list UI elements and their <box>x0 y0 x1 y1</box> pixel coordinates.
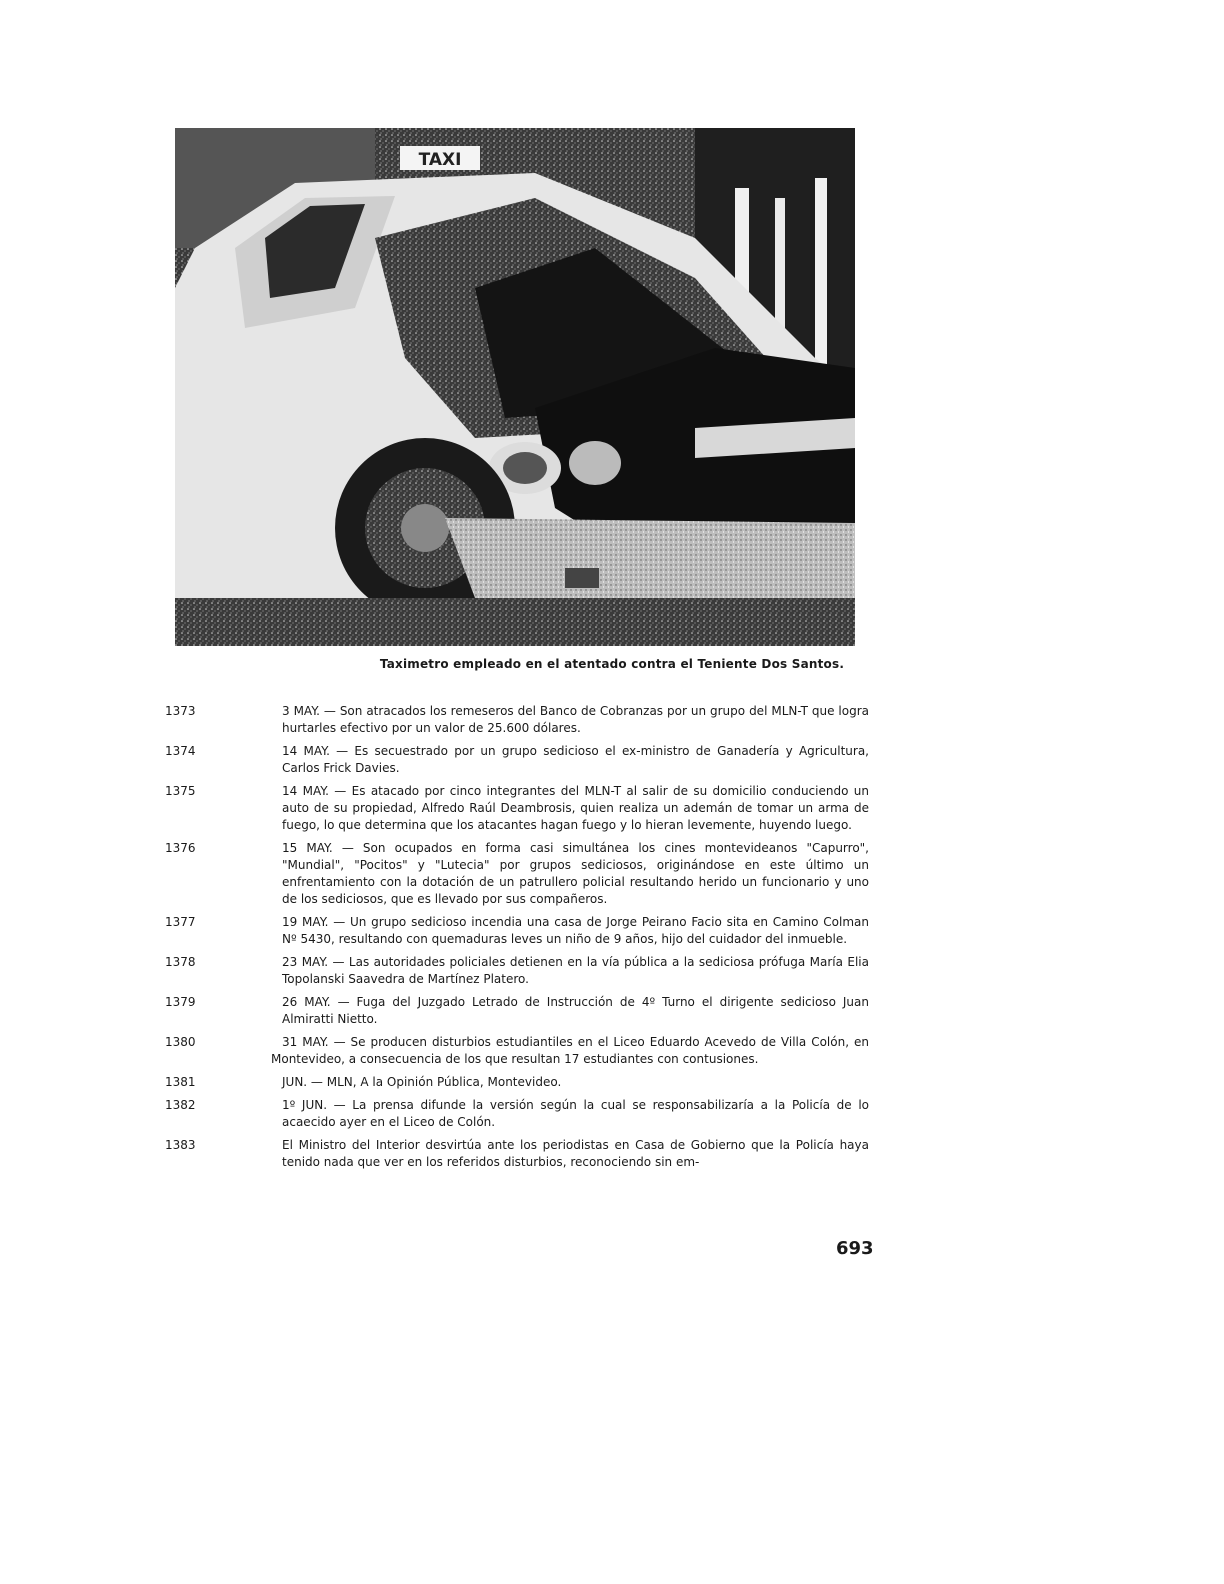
entry-1382 <box>0 1097 1224 1131</box>
page-number: 693 <box>836 1238 874 1259</box>
entry-1379 <box>0 994 1224 1028</box>
entry-text: El Ministro del Interior desvirtúa ante los periodistas en Casa de Gobierno que la Policía haya tenido nada que ver en los referidos disturbios, reconociendo sin em- <box>282 1138 869 1169</box>
entry-number: 1382 <box>165 1098 196 1112</box>
entry-text: 23 MAY. — Las autoridades policiales detienen en la vía pública a la sediciosa prófuga María Elia Topolanski Saavedra de Martínez Platero. <box>282 955 869 986</box>
entry-1377 <box>0 914 1224 948</box>
entry-number: 1376 <box>165 841 196 855</box>
entry-number: 1373 <box>165 704 196 718</box>
entry-number: 1381 <box>165 1075 196 1089</box>
entry-text: 31 MAY. — Se producen disturbios estudiantiles en el Liceo Eduardo Acevedo de Villa Colón, en Montevideo, a consecuencia de los que resultan 17 estudiantes con contusiones. <box>271 1035 869 1066</box>
entry-text: 26 MAY. — Fuga del Juzgado Letrado de Instrucción de 4º Turno el dirigente sedicioso Juan Almiratti Nietto. <box>282 995 869 1026</box>
wrecked-taxi-illustration <box>175 128 855 646</box>
entry-text: 1º JUN. — La prensa difunde la versión según la cual se responsabilizaría a la Policía de lo acaecido ayer en el Liceo de Colón. <box>282 1098 869 1129</box>
entry-text: 14 MAY. — Es atacado por cinco integrantes del MLN-T al salir de su domicilio conduciendo un auto de su propiedad, Alfredo Raúl Deambrosis, quien realiza un ademán de tomar un arma de fuego, lo que determina que los atacantes hagan fuego y lo hieran levemente, huyendo luego. <box>282 784 869 832</box>
entry-1373 <box>0 703 1224 737</box>
entry-number: 1374 <box>165 744 196 758</box>
entry-1374 <box>0 743 1224 777</box>
chronology-list <box>0 703 1224 1177</box>
entry-number: 1378 <box>165 955 196 969</box>
taxi-photo <box>175 128 855 646</box>
entry-number: 1380 <box>165 1035 196 1049</box>
entry-text: JUN. — MLN, A la Opinión Pública, Montevideo. <box>282 1075 562 1089</box>
photo-caption: Taximetro empleado en el atentado contra el Teniente Dos Santos. <box>379 657 845 671</box>
taxi-sign-text: TAXI <box>418 150 462 170</box>
entry-1378 <box>0 954 1224 988</box>
entry-text: 3 MAY. — Son atracados los remeseros del Banco de Cobranzas por un grupo del MLN-T que logra hurtarles efectivo por un valor de 25.600 dólares. <box>282 704 869 735</box>
entry-1380 <box>0 1034 1224 1068</box>
entry-number: 1379 <box>165 995 196 1009</box>
entry-text: 15 MAY. — Son ocupados en forma casi simultánea los cines montevideanos "Capurro", "Mundial", "Pocitos" y "Lutecia" por grupos sediciosos, originándose en este último un enfrentamiento con la dotación de un patrullero policial resultando herido un funcionario y uno de los sediciosos, que es llevado por sus compañeros. <box>282 841 869 906</box>
entry-text: 19 MAY. — Un grupo sedicioso incendia una casa de Jorge Peirano Facio sita en Camino Colman Nº 5430, resultando con quemaduras leves un niño de 9 años, hijo del cuidador del inmueble. <box>282 915 869 946</box>
entry-1383 <box>0 1137 1224 1171</box>
entry-1375 <box>0 783 1224 834</box>
entry-1381 <box>0 1074 1224 1091</box>
entry-1376 <box>0 840 1224 908</box>
entry-number: 1375 <box>165 784 196 798</box>
entry-text: 14 MAY. — Es secuestrado por un grupo sedicioso el ex-ministro de Ganadería y Agricultura, Carlos Frick Davies. <box>282 744 869 775</box>
entry-number: 1383 <box>165 1138 196 1152</box>
entry-number: 1377 <box>165 915 196 929</box>
